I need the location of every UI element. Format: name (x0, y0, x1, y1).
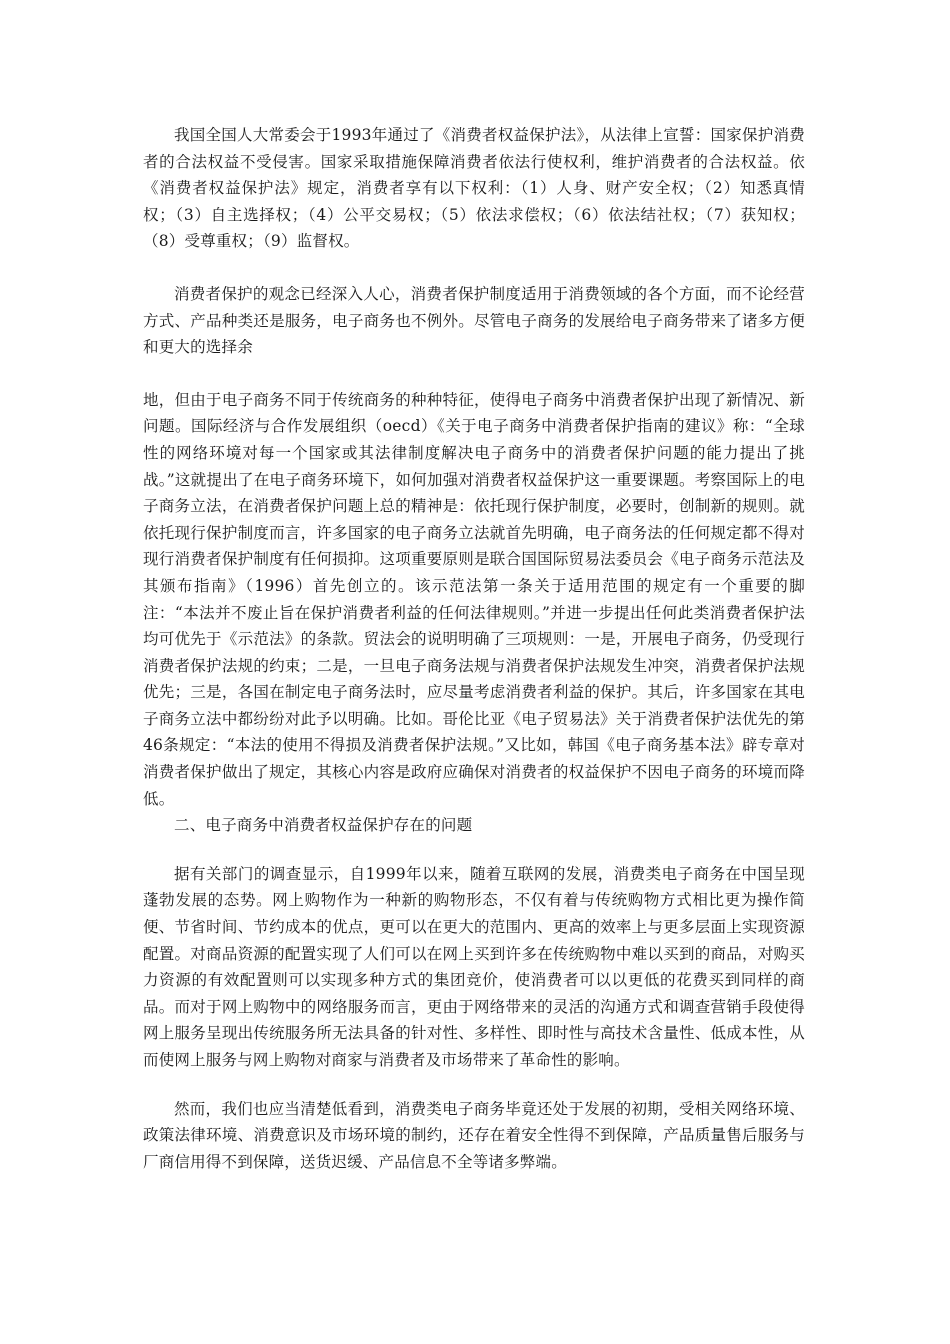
paragraph-consumer-protection-concept: 消费者保护的观念已经深入人心，消费者保护制度适用于消费领域的各个方面，而不论经营方式、产品种类还是服务，电子商务也不例外。尽管电子商务的发展给电子商务带来了诸多方便和更大的选择余 (143, 284, 805, 357)
paragraph-ecommerce-problems: 然而，我们也应当清楚低看到，消费类电子商务毕竟还处于发展的初期，受相关网络环境、政策法律环境、消费意识及市场环境的制约，还存在着安全性得不到保障，产品质量售后服务与厂商信用得不到保障，送货迟缓、产品信息不全等诸多弊端。 (143, 1099, 805, 1171)
document-body (143, 122, 805, 1175)
section-heading: 二、电子商务中消费者权益保护存在的问题 (174, 816, 473, 835)
paragraph-international-legislation: 地，但由于电子商务不同于传统商务的种种特征，使得电子商务中消费者保护出现了新情况、新问题。国际经济与合作发展组织（oecd）《关于电子商务中消费者保护指南的建议》称：“全球性的网络环境对每一个国家或其法律制度解决电子商务中的消费者保护问题的能力提出了挑战。”这就提出了在电子商务环境下，如何加强对消费者权益保护这一重要课题。考察国际上的电子商务立法，在消费者保护问题上总的精神是：依托现行保护制度，必要时，创制新的规则。就依托现行保护制度而言，许多国家的电子商务立法就首先明确，电子商务法的任何规定都不得对现行消费者保护制度有任何损抑。这项重要原则是联合国国际贸易法委员会《电子商务示范法及其颁布指南》（1996）首先创立的。该示范法第一条关于适用范围的规定有一个重要的脚注：“本法并不废止旨在保护消费者利益的任何法律规则。”并进一步提出任何此类消费者保护法均可优先于《示范法》的条款。贸法会的说明明确了三项规则：一是，开展电子商务，仍受现行消费者保护法规的约束；二是，一旦电子商务法规与消费者保护法规发生冲突，消费者保护法规优先；三是，各国在制定电子商务法时，应尽量考虑消费者利益的保护。其后，许多国家在其电子商务立法中都纷纷对此予以明确。比如。哥伦比亚《电子贸易法》关于消费者保护法优先的第46条规定：“本法的使用不得损及消费者保护法规。”又比如，韩国《电子商务基本法》辟专章对消费者保护做出了规定，其核心内容是政府应确保对消费者的权益保护不因电子商务的环境而降低。 (143, 390, 805, 808)
paragraph-consumer-rights-law: 我国全国人大常委会于1993年通过了《消费者权益保护法》，从法律上宣誓：国家保护消费者的合法权益不受侵害。国家采取措施保障消费者依法行使权利，维护消费者的合法权益。依《消费者权益保护法》规定，消费者享有以下权利：（1）人身、财产安全权；（2）知悉真情权；（3）自主选择权；（4）公平交易权；（5）依法求偿权；（6）依法结社权；（7）获知权；（8）受尊重权；（9）监督权。 (143, 126, 805, 251)
paragraph-ecommerce-development: 据有关部门的调查显示，自1999年以来，随着互联网的发展，消费类电子商务在中国呈现蓬勃发展的态势。网上购物作为一种新的购物形态，不仅有着与传统购物方式相比更为操作简便、节省时间、节约成本的优点，更可以在更大的范围内、更高的效率上与更多层面上实现资源配置。对商品资源的配置实现了人们可以在网上买到许多在传统购物中难以买到的商品，对购买力资源的有效配置则可以实现多种方式的集团竞价，使消费者可以以更低的花费买到同样的商品。而对于网上购物中的网络服务而言，更由于网络带来的灵活的沟通方式和调查营销手段使得网上服务呈现出传统服务所无法具备的针对性、多样性、即时性与高技术含量性、低成本性，从而使网上服务与网上购物对商家与消费者及市场带来了革命性的影响。 (143, 864, 805, 1069)
